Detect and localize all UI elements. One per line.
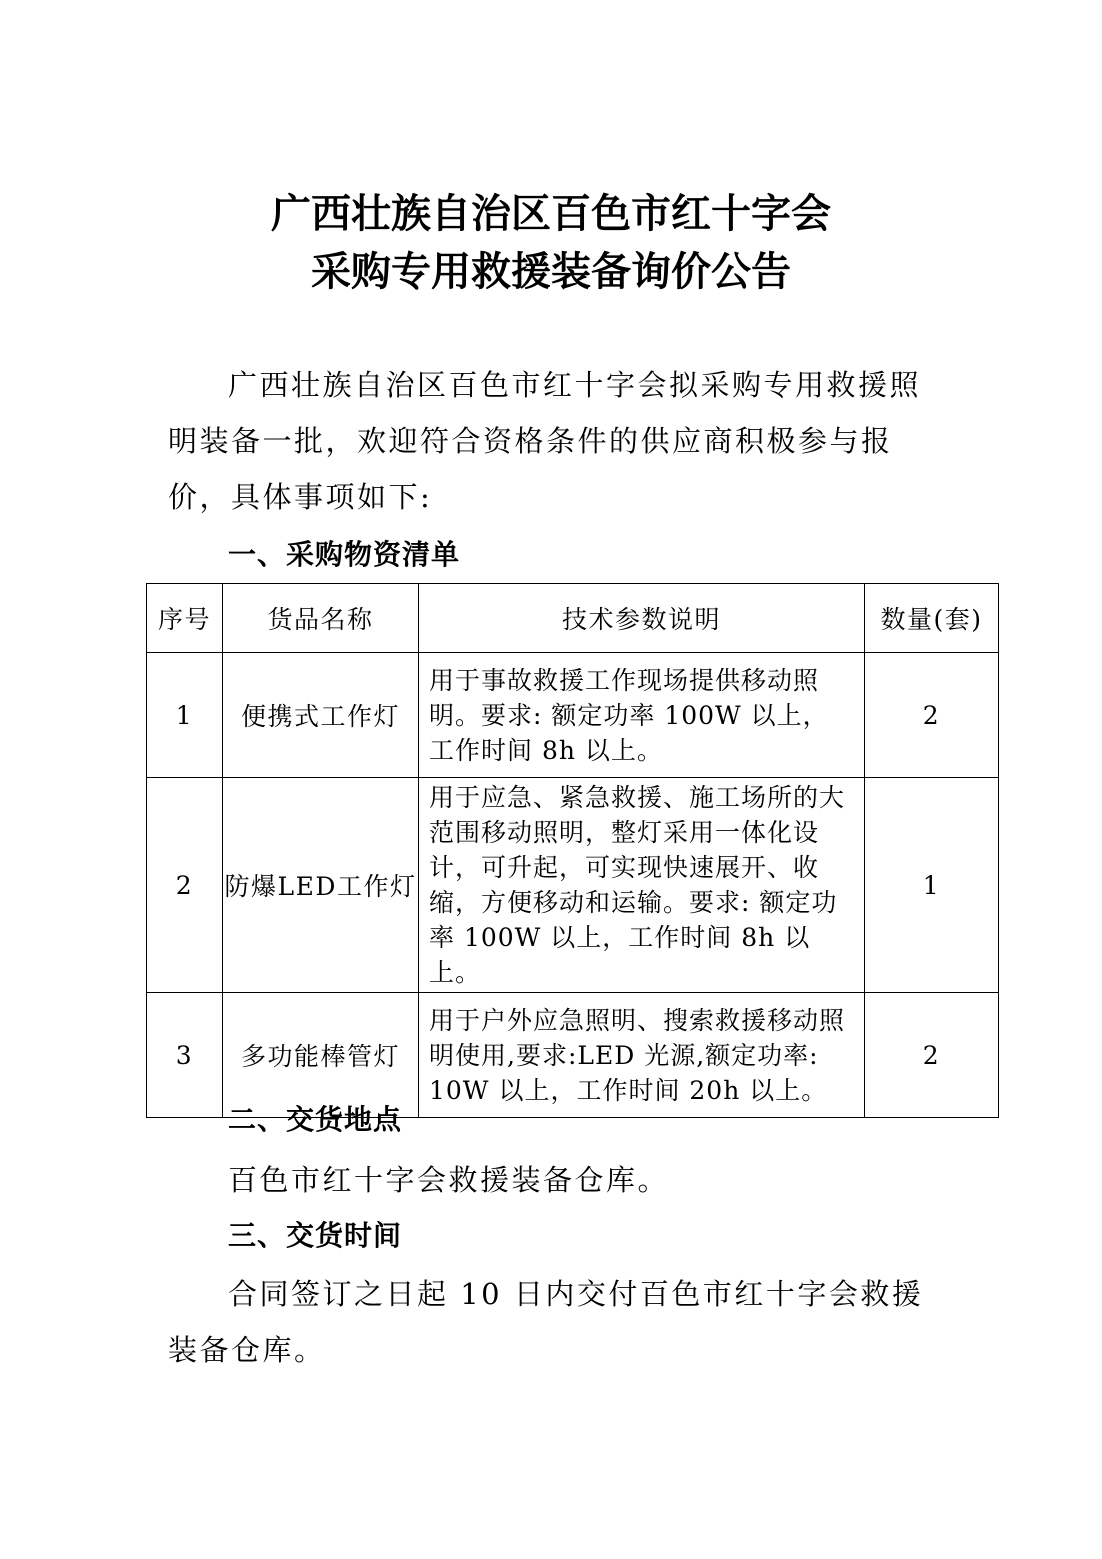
- section-heading-procurement-list: 一、采购物资清单: [228, 538, 461, 571]
- cell-spec: 用于户外应急照明、搜索救援移动照明使用,要求:LED 光源,额定功率: 10W 以上，工作时间 20h 以上。: [419, 993, 865, 1118]
- delivery-time-text: 合同签订之日起 10 日内交付百色市红十字会救援装备仓库。: [168, 1277, 924, 1367]
- cell-quantity: 1: [865, 778, 999, 993]
- delivery-place-text: 百色市红十字会救援装备仓库。: [228, 1163, 670, 1197]
- table-row: [147, 778, 999, 993]
- intro-paragraph: 广西壮族自治区百色市红十字会拟采购专用救援照明装备一批，欢迎符合资格条件的供应商积极参与报价，具体事项如下:: [168, 368, 922, 514]
- header-item-name: 货品名称: [223, 584, 419, 653]
- header-spec: 技术参数说明: [419, 584, 865, 653]
- cell-item-name: 便携式工作灯: [223, 653, 419, 778]
- cell-spec: 用于应急、紧急救援、施工场所的大范围移动照明，整灯采用一体化设计，可升起，可实现快速展开、收缩，方便移动和运输。要求: 额定功率 100W 以上，工作时间 8h 以上。: [419, 778, 865, 993]
- document-title-line-1: 广西壮族自治区百色市红十字会: [271, 190, 831, 237]
- procurement-table: [146, 583, 999, 1118]
- header-serial: 序号: [147, 584, 223, 653]
- section-heading-delivery-place: 二、交货地点: [228, 1103, 403, 1136]
- cell-item-name: 多功能棒管灯: [223, 993, 419, 1118]
- cell-serial: 2: [147, 778, 223, 993]
- cell-serial: 1: [147, 653, 223, 778]
- cell-quantity: 2: [865, 653, 999, 778]
- header-quantity: 数量(套): [865, 584, 999, 653]
- cell-quantity: 2: [865, 993, 999, 1118]
- table-header-row: [147, 584, 999, 653]
- document-title-line-2: 采购专用救援装备询价公告: [311, 248, 791, 295]
- cell-serial: 3: [147, 993, 223, 1118]
- cell-spec: 用于事故救援工作现场提供移动照明。要求: 额定功率 100W 以上，工作时间 8h 以上。: [419, 653, 865, 778]
- cell-item-name: 防爆LED工作灯: [223, 778, 419, 993]
- section-heading-delivery-time: 三、交货时间: [228, 1219, 403, 1252]
- table-row: [147, 653, 999, 778]
- table-row: [147, 993, 999, 1118]
